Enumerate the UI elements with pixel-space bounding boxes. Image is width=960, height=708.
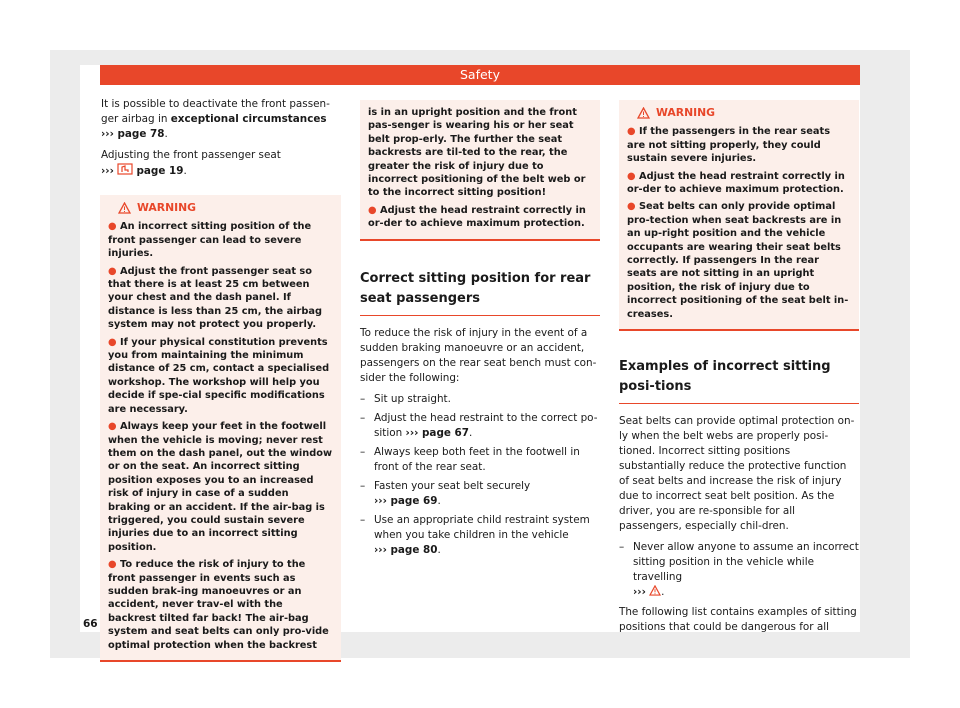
list-item: – Never allow anyone to assume an incorrect sitting position in the vehicle while travelling ››› . [619,540,859,601]
warning-item: ● If your physical constitution prevents you from maintaining the minimum distance of 25 cm, contact a specialised workshop. The workshop will help you decide if spe-cial specific modifications are necessary. [108,336,330,415]
warning-item: ● If the passengers in the rear seats are not sitting properly, they could sustain severe injuries. [627,126,831,165]
list-item: – Adjust the head restraint to the correct po-sition ››› page 67. [360,411,598,439]
warning-box-continued: is in an upright position and the front pas-senger is wearing his or her seat belt prop-erly. The further the seat backrests are til-ted to the rear, the greater the risk of injury due to incorrect positioning of the belt web or to the incorrect sitting position! ● Adjust the head restraint correctly in or-der to achieve maximum protection. [360,100,600,241]
page-link[interactable]: ››› page 67 [405,426,470,439]
section-title: Correct sitting position for rear seat passengers [360,269,600,316]
warning-icon [118,202,131,214]
seat-icon [117,163,133,180]
page-link[interactable]: ››› page 69 [374,494,438,507]
list-item: – Fasten your seat belt securely ››› page 69. [360,479,531,507]
warning-item: ● Adjust the head restraint correctly in or-der to achieve maximum protection. [627,170,845,196]
paragraph: The following list contains examples of sitting positions that could be dangerous for all [619,606,857,634]
page-header: Safety [100,65,860,85]
paragraph: Seat belts can provide optimal protection on-ly when the belt webs are properly posi-tioned. Incorrect sitting positions substantially reduce the protective function of seat belts and increase the risk of injury due to incorrect seat belt position. As the driver, you are re-sponsible for all passengers, especially chil-dren. [619,415,855,533]
paragraph: To reduce the risk of injury in the event of a sudden braking manoeuvre or an accident, passengers on the rear seat bench must con-sider the following: [360,326,597,384]
list-item: – Always keep both feet in the footwell in front of the rear seat. [360,445,580,473]
page-link[interactable]: ››› [633,586,646,599]
warning-icon [649,585,661,601]
list-item: – Use an appropriate child restraint system when you take children in the vehicle ››› page 80. [360,513,590,556]
column-3 [619,100,859,641]
warning-item: ● Adjust the head restraint correctly in or-der to achieve maximum protection. [368,204,586,230]
page-link[interactable]: page 19 [136,165,184,177]
intro-paragraph: It is possible to deactivate the front passen-ger airbag in exceptional circumstances ››› page 78. [101,98,330,140]
section-title: Examples of incorrect sitting posi-tions [619,357,859,404]
warning-item: ● Seat belts can only provide optimal pro-tection when seat backrests are in an up-right position and the vehicle occupants are wearing their seat belts correctly. If passengers In the rear seats are not sitting in an upright position, the risk of injury due to incorrect positioning of the seat belt in-creases. [627,201,849,320]
warning-item: ● Adjust the front passenger seat so that there is at least 25 cm between your chest and the dash panel. If distance is less than 25 cm, the airbag system may not protect you properly. [108,265,323,331]
warning-box [619,100,859,331]
column-1 [101,97,339,651]
warning-item: ● Always keep your feet in the footwell when the vehicle is moving; never rest them on the dash panel, out the window or on the seat. An incorrect sitting position exposes you to an increased risk of injury in case of a sudden braking or an accident. If the air-bag is triggered, you could sustain severe injuries due to an incorrect sitting position. [108,421,333,553]
warning-title: WARNING [637,106,851,119]
page-link[interactable]: ››› page 80 [374,543,438,556]
adjust-seat-paragraph: Adjusting the front passenger seat ››› page 19. [101,148,339,180]
warning-item: ● To reduce the risk of injury to the front passenger in events such as sudden brak-ing manoeuvres or an accident, never trav-el with the backrest tilted far back! The air-bag system and seat belts can only pro-vide optimal protection when the backrest [108,559,329,651]
list-item: – Sit up straight. [360,392,451,405]
page-link[interactable]: ››› page 78 [101,128,165,140]
warning-title: WARNING [118,201,333,214]
page-number: 66 [83,618,98,630]
warning-item: ● An incorrect sitting position of the front passenger can lead to severe injuries. [108,221,312,260]
warning-box [100,195,341,662]
column-2 [360,100,600,562]
warning-icon [637,107,650,119]
